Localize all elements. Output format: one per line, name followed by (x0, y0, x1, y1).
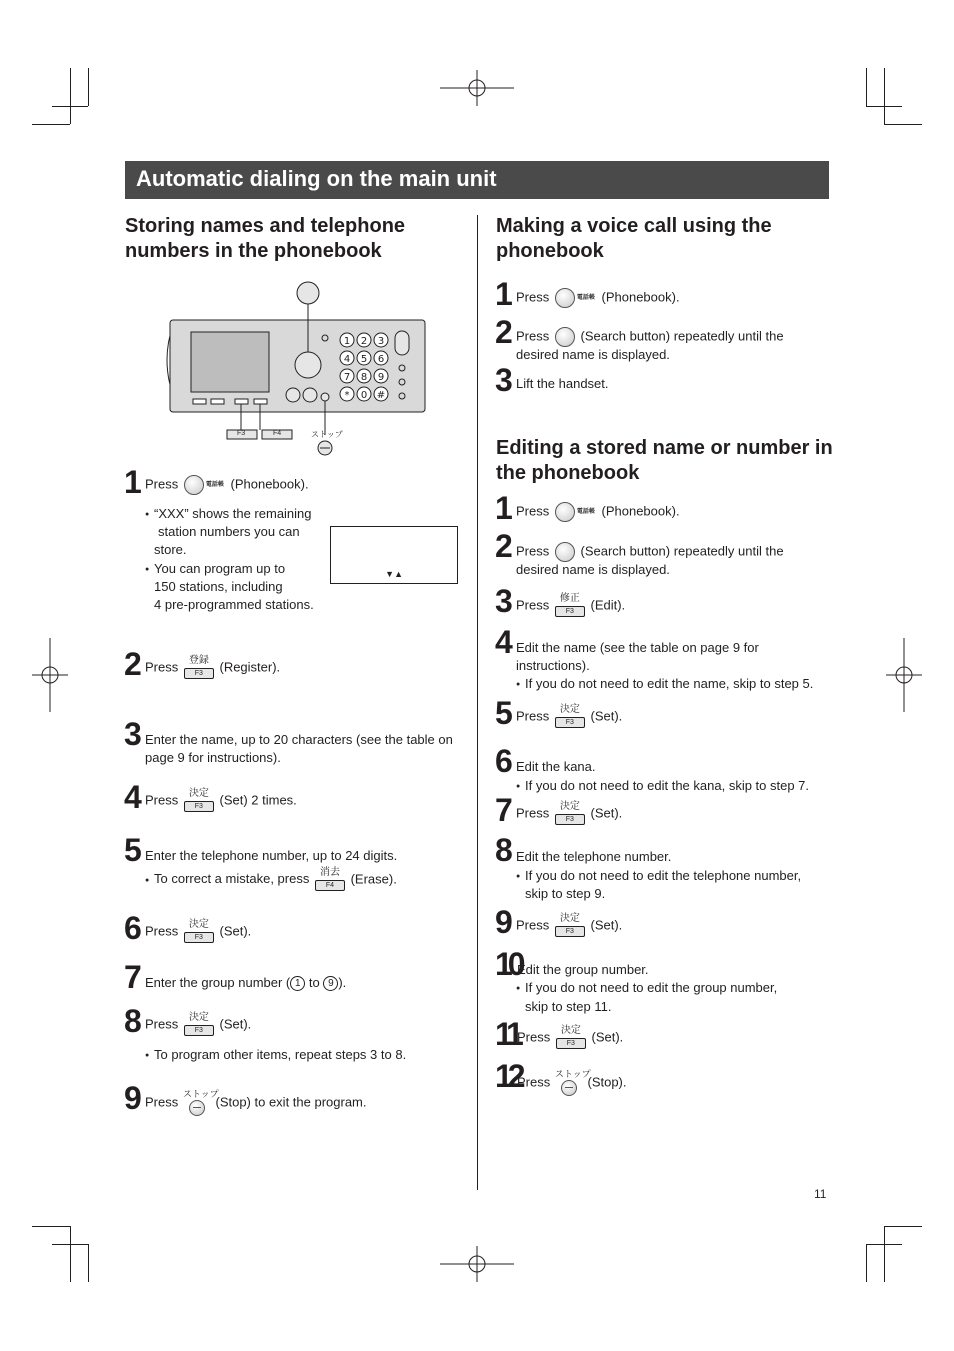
svg-text:0: 0 (360, 390, 368, 401)
step-number: 11 (495, 1016, 519, 1052)
list-item-continued: skip to step 11. (525, 999, 612, 1014)
edit-step-10-text: Edit the group number. (517, 962, 649, 977)
section-title-bar (125, 161, 829, 199)
step-number: 4 (124, 779, 140, 815)
svg-text:#: # (376, 390, 386, 401)
f3-key-icon: 決定 F3 (555, 915, 585, 937)
step-number: 7 (495, 792, 511, 828)
digit-1-icon: 1 (290, 976, 305, 991)
step-number: 1 (124, 464, 140, 500)
svg-text:1: 1 (343, 336, 351, 347)
svg-text:6: 6 (377, 354, 385, 365)
step-number: 2 (495, 314, 511, 350)
digit-9-icon: 9 (323, 976, 338, 991)
list-item: ● If you do not need to edit the name, skip to step 5. (525, 675, 813, 693)
step-8-line: Press 決定 F3 (Set). (145, 1012, 252, 1034)
step-5-text: Enter the telephone number, up to 24 digits. (145, 848, 398, 863)
list-item: ● If you do not need to edit the kana, skip to step 7. (525, 777, 809, 795)
phonebook-tag: 電話帳 (205, 482, 224, 488)
f3-key-icon: 決定 F3 (555, 803, 585, 825)
illus-f3-label: F3 (237, 430, 246, 437)
step-number: 5 (495, 695, 511, 731)
step-number: 6 (495, 743, 511, 779)
page-number: 11 (814, 1187, 827, 1201)
step-number: 6 (124, 910, 140, 946)
step-number: 2 (124, 646, 140, 682)
list-item-continued: store. (154, 542, 187, 557)
f4-key-icon: 消去 F4 (315, 869, 345, 891)
voice-step-1-line: Press 電話帳 (Phonebook). (516, 288, 680, 308)
step-number: 10 (495, 946, 521, 982)
registration-mark-left (32, 638, 68, 712)
step-number: 12 (495, 1058, 521, 1094)
f3-key-icon: 決定 F3 (556, 1027, 586, 1049)
step-number: 8 (495, 832, 511, 868)
svg-text:*: * (344, 390, 350, 401)
registration-mark-bottom (440, 1246, 514, 1282)
f3-key-icon: 決定 F3 (184, 1014, 214, 1036)
voice-step-3-text: Lift the handset. (516, 376, 609, 391)
svg-text:9: 9 (377, 372, 385, 383)
column-divider (477, 215, 478, 1190)
svg-text:4: 4 (343, 354, 351, 365)
edit-step-2-line2: desired name is displayed. (516, 562, 670, 577)
lcd-display-box (330, 526, 458, 584)
lcd-arrows: ▼▲ (385, 569, 403, 579)
registration-mark-top (440, 70, 514, 106)
f3-key-icon: 決定 F3 (184, 790, 214, 812)
step-number: 1 (495, 276, 511, 312)
svg-text:3: 3 (377, 336, 385, 347)
svg-text:5: 5 (360, 354, 368, 365)
step-number: 9 (124, 1080, 140, 1116)
edit-step-12-line: Press ストップ (Stop). (517, 1071, 627, 1095)
list-item-continued: 150 stations, including (154, 579, 283, 594)
registration-mark-right (886, 638, 922, 712)
svg-text:2: 2 (360, 336, 368, 347)
left-heading: Storing names and telephone numbers in the phonebook (125, 215, 406, 262)
step-9-line: Press ストップ (Stop) to exit the program. (145, 1091, 367, 1115)
step-number: 5 (124, 832, 140, 868)
step-number: 7 (124, 959, 140, 995)
phonebook-button-icon (184, 475, 204, 495)
list-item: ● To program other items, repeat steps 3 to 8. (154, 1046, 406, 1064)
voice-step-2-line2: desired name is displayed. (516, 347, 670, 362)
edit-step-2-line: Press (Search button) repeatedly until the (516, 542, 784, 562)
step-number: 9 (495, 904, 511, 940)
search-button-icon (555, 327, 575, 347)
step-number: 8 (124, 1003, 140, 1039)
step-5-bullet: ● To correct a mistake, press 消去 F4 (Erase). (154, 869, 397, 891)
step-7-line: Enter the group number ( 1 to 9 ). (145, 975, 347, 990)
list-item-continued: skip to step 9. (525, 886, 606, 901)
illus-stop-label: ストップ (311, 430, 343, 439)
step-number: 3 (495, 583, 511, 619)
step-2-line: Press 登録 F3 (Register). (145, 655, 281, 677)
list-item: ● “XXX” shows the remaining (154, 505, 312, 523)
f3-key-icon: 修正 F3 (555, 595, 585, 617)
edit-step-11-line: Press 決定 F3 (Set). (517, 1025, 624, 1047)
step-number: 2 (495, 528, 511, 564)
step-1-line: Press 電話帳 (Phonebook). (145, 475, 309, 495)
edit-step-1-line: Press 電話帳 (Phonebook). (516, 502, 680, 522)
svg-text:7: 7 (343, 372, 351, 383)
edit-step-8-text: Edit the telephone number. (516, 849, 672, 864)
step-number: 3 (495, 362, 511, 398)
stop-button-icon: ストップ (185, 1091, 209, 1115)
f3-key-icon: 決定 F3 (184, 921, 214, 943)
edit-step-7-line: Press 決定 F3 (Set). (516, 801, 623, 823)
phonebook-button-icon (555, 288, 575, 308)
step-number: 3 (124, 716, 140, 752)
device-illustration (165, 275, 430, 460)
svg-text:8: 8 (360, 372, 368, 383)
edit-step-6-text: Edit the kana. (516, 759, 596, 774)
list-item-continued: station numbers you can (158, 524, 300, 539)
list-item: ● You can program up to (154, 560, 285, 578)
step-4-line: Press 決定 F3 (Set) 2 times. (145, 788, 297, 810)
f3-key-icon: 決定 F3 (555, 706, 585, 728)
edit-step-5-line: Press 決定 F3 (Set). (516, 704, 623, 726)
edit-step-9-line: Press 決定 F3 (Set). (516, 913, 623, 935)
list-item: ● If you do not need to edit the group number, (525, 979, 777, 997)
f3-key-icon: 登録 F3 (184, 657, 214, 679)
illus-f4-label: F4 (273, 430, 282, 437)
list-item-continued: 4 pre-programmed stations. (154, 597, 314, 612)
stop-button-icon: ストップ (557, 1071, 581, 1095)
section-title: Automatic dialing on the main unit (136, 166, 497, 191)
voice-step-2-line: Press (Search button) repeatedly until the (516, 327, 784, 347)
right-heading-editing: Editing a stored name or number in the phonebook (496, 437, 833, 484)
list-item: ● If you do not need to edit the telephone number, (525, 867, 801, 885)
phonebook-button-icon (555, 502, 575, 522)
search-button-icon (555, 542, 575, 562)
edit-step-3-line: Press 修正 F3 (Edit). (516, 593, 626, 615)
right-heading-voice-call: Making a voice call using the phonebook (496, 215, 772, 262)
step-number: 4 (495, 624, 511, 660)
step-number: 1 (495, 490, 511, 526)
step-6-line: Press 決定 F3 (Set). (145, 919, 252, 941)
